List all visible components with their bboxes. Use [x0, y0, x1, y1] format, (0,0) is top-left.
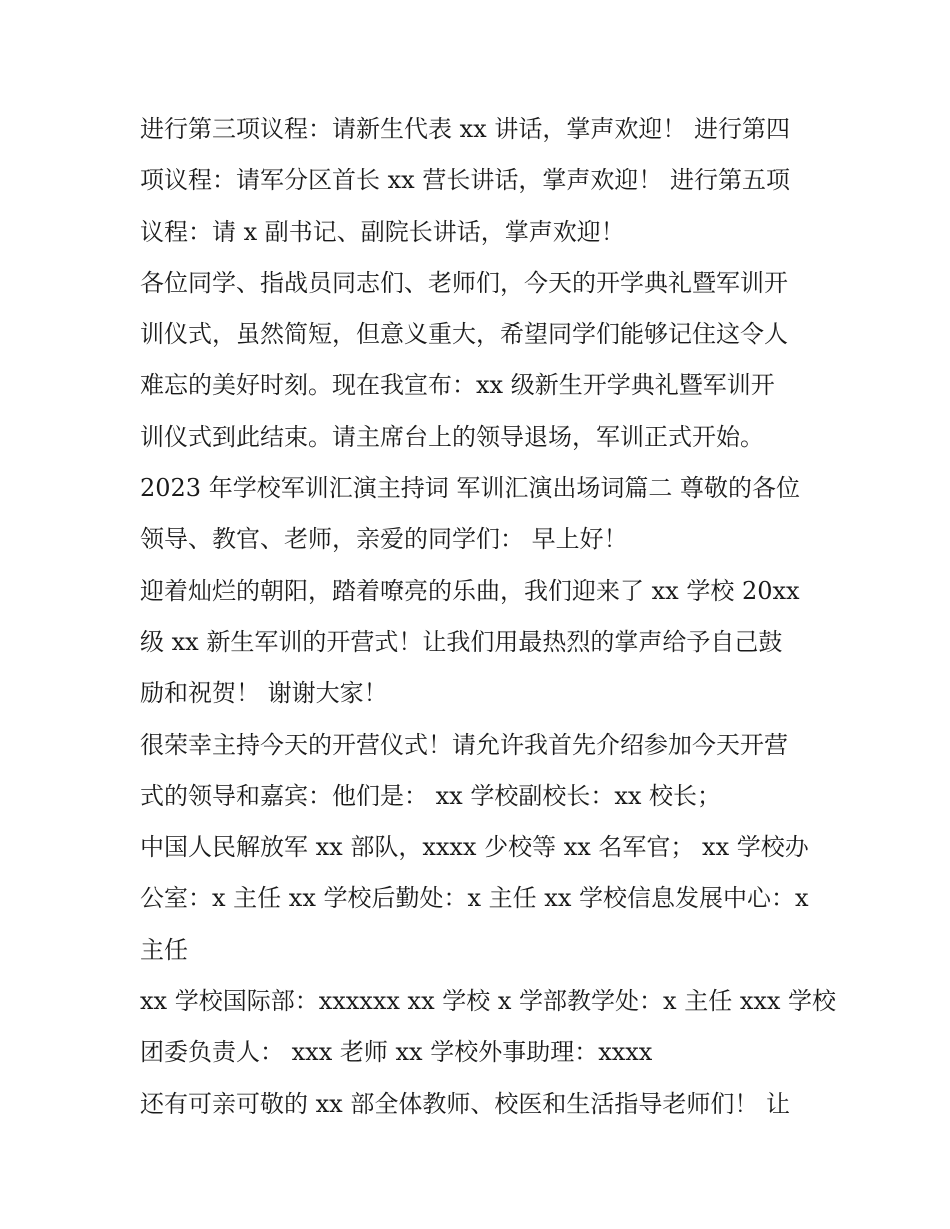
text-line: 很荣幸主持今天的开营仪式！请允许我首先介绍参加今天开营	[140, 730, 788, 759]
text-line: 公室：x 主任 xx 学校后勤处：x 主任 xx 学校信息发展中心：x	[140, 884, 809, 913]
text-line: 训仪式到此结束。请主席台上的领导退场，军训正式开始。	[140, 422, 764, 451]
text-line: 式的领导和嘉宾：他们是： xx 学校副校长：xx 校长；	[140, 781, 722, 810]
text-line: 2023 年学校军训汇演主持词 军训汇演出场词篇二 尊敬的各位	[140, 474, 800, 503]
text-line: 议程：请 x 副书记、副院长讲话，掌声欢迎！	[140, 217, 625, 246]
text-line: 项议程：请军分区首长 xx 营长讲话，掌声欢迎！ 进行第五项	[140, 166, 790, 195]
text-line: 中国人民解放军 xx 部队，xxxx 少校等 xx 名军官； xx 学校办	[140, 833, 809, 862]
text-line: 还有可亲可敬的 xx 部全体教师、校医和生活指导老师们！ 让	[140, 1089, 790, 1118]
text-line: 难忘的美好时刻。现在我宣布：xx 级新生开学典礼暨军训开	[140, 371, 775, 400]
document-body	[140, 104, 837, 1130]
text-line: 迎着灿烂的朝阳，踏着嘹亮的乐曲，我们迎来了 xx 学校 20xx	[140, 576, 800, 605]
text-line: 领导、教官、老师，亲爱的同学们： 早上好！	[140, 525, 628, 554]
text-line: 训仪式，虽然简短，但意义重大，希望同学们能够记住这令人	[140, 320, 788, 349]
text-line: 团委负责人： xxx 老师 xx 学校外事助理：xxxx	[140, 1038, 653, 1067]
text-line: 进行第三项议程：请新生代表 xx 讲话，掌声欢迎！ 进行第四	[140, 115, 790, 143]
text-line: xx 学校国际部：xxxxxx xx 学校 x 学部教学处：x 主任 xxx 学校	[140, 987, 837, 1016]
text-line: 励和祝贺！ 谢谢大家！	[140, 679, 388, 708]
text-line: 各位同学、指战员同志们、老师们，今天的开学典礼暨军训开	[140, 268, 788, 297]
text-line: 主任	[140, 935, 188, 964]
text-line: 级 xx 新生军训的开营式！让我们用最热烈的掌声给予自己鼓	[140, 627, 783, 656]
